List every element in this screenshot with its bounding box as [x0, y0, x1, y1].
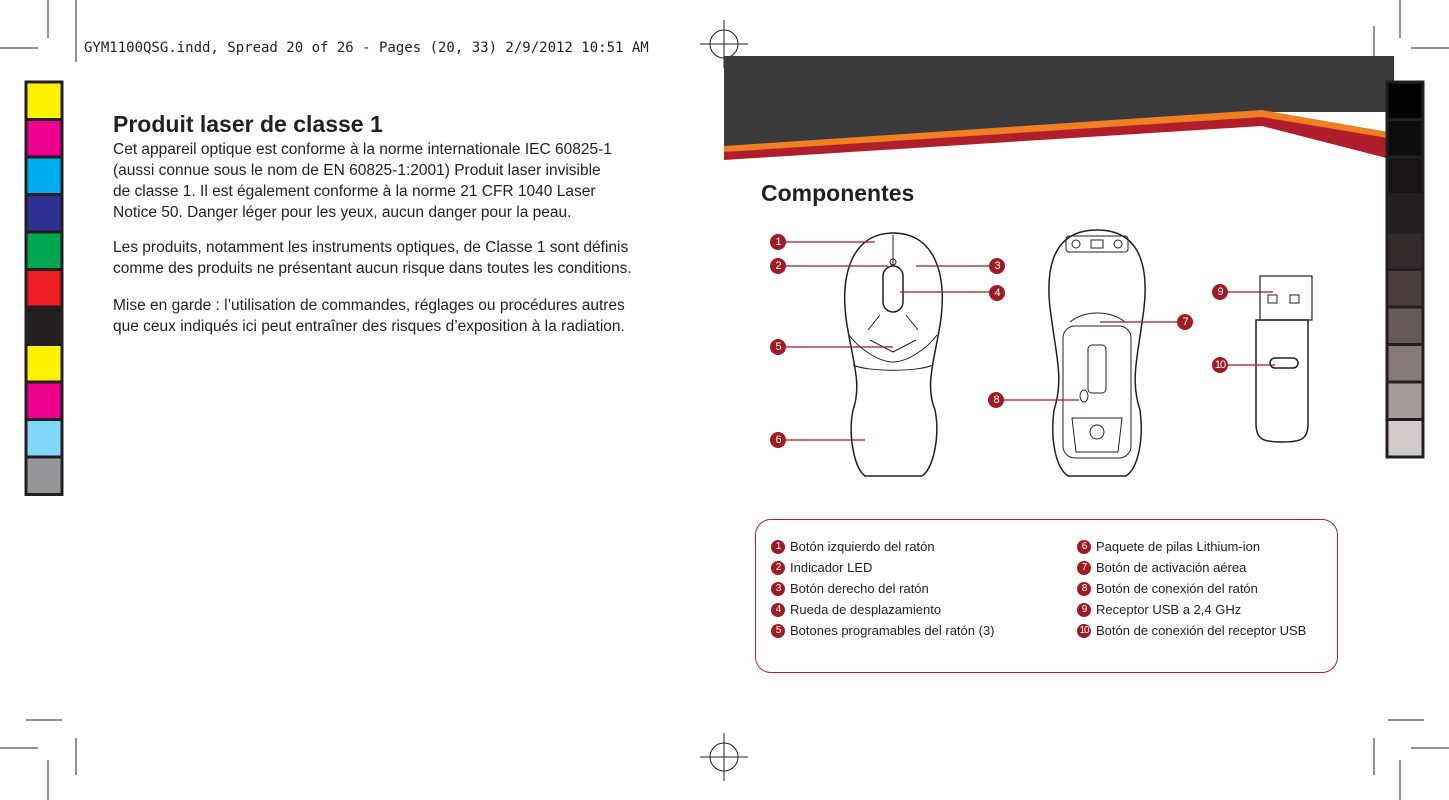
color-swatch — [1387, 195, 1423, 233]
right-page-title: Componentes — [761, 180, 915, 206]
legend-number: 5 — [771, 624, 785, 638]
color-swatch — [26, 307, 62, 345]
legend-item — [771, 536, 995, 557]
color-swatch — [26, 457, 62, 495]
legend-number: 10 — [1077, 624, 1091, 638]
legend-number: 9 — [1077, 603, 1091, 617]
color-swatch — [1387, 420, 1423, 458]
callout-9: 9 — [1212, 284, 1228, 300]
color-swatch — [1387, 120, 1423, 158]
color-swatch — [1387, 382, 1423, 420]
color-swatch — [26, 195, 62, 233]
callout-leaders — [786, 242, 1275, 440]
callout-6: 6 — [770, 432, 786, 448]
color-swatch — [26, 120, 62, 158]
legend-item — [771, 578, 995, 599]
color-swatch — [1387, 82, 1423, 120]
paragraph-line: que ceux indiqués ici peut entraîner des risques d’exposition à la radiation. — [113, 318, 625, 335]
callout-7: 7 — [1177, 314, 1193, 330]
legend-item — [1077, 536, 1306, 557]
legend-column-left — [771, 536, 995, 641]
legend-label: Indicador LED — [790, 560, 873, 575]
legend-label: Receptor USB a 2,4 GHz — [1096, 602, 1242, 617]
paragraph-3 — [113, 295, 683, 337]
callout-4: 4 — [989, 285, 1005, 301]
paragraph-line: Mise en garde : l’utilisation de commandes, réglages ou procédures autres — [113, 297, 625, 314]
color-swatch — [1387, 307, 1423, 345]
legend-item — [771, 599, 995, 620]
callout-8: 8 — [988, 392, 1004, 408]
color-swatch — [26, 157, 62, 195]
left-page-title: Produit laser de classe 1 — [113, 111, 383, 137]
color-swatch — [26, 382, 62, 420]
legend-item — [1077, 557, 1306, 578]
color-swatch — [26, 345, 62, 383]
color-swatch — [1387, 270, 1423, 308]
paragraph-line: (aussi connue sous le nom de EN 60825-1:2001) Produit laser invisible — [113, 162, 601, 179]
legend-item — [1077, 599, 1306, 620]
color-bar-left — [26, 82, 62, 495]
color-swatch — [26, 270, 62, 308]
color-swatch — [1387, 232, 1423, 270]
legend-item — [771, 557, 995, 578]
callout-3: 3 — [989, 258, 1005, 274]
legend-label: Botón de conexión del receptor USB — [1096, 623, 1307, 638]
color-swatch — [1387, 345, 1423, 383]
paragraph-line: comme des produits ne présentant aucun risque dans toutes les conditions. — [113, 260, 632, 277]
callout-10: 10 — [1212, 357, 1228, 373]
legend-number: 3 — [771, 582, 785, 596]
legend-number: 6 — [1077, 540, 1091, 554]
paragraph-line: Cet appareil optique est conforme à la norme internationale IEC 60825-1 — [113, 141, 612, 158]
usb-receiver-illustration — [1256, 276, 1312, 442]
color-swatch — [26, 420, 62, 458]
paragraph-line: Les produits, notamment les instruments optiques, de Classe 1 sont définis — [113, 239, 629, 256]
paragraph-1 — [113, 139, 683, 223]
paragraph-line: de classe 1. Il est également conforme à la norme 21 CFR 1040 Laser — [113, 183, 596, 200]
color-swatch — [26, 82, 62, 120]
legend-label: Botón izquierdo del ratón — [790, 539, 935, 554]
mouse-bottom-illustration — [1049, 230, 1145, 476]
callout-2: 2 — [770, 258, 786, 274]
legend-label: Paquete de pilas Lithium-ion — [1096, 539, 1261, 554]
legend-number: 2 — [771, 561, 785, 575]
legend-item — [1077, 620, 1306, 641]
color-bar-right — [1387, 82, 1423, 457]
legend-item — [771, 620, 995, 641]
slug-line: GYM1100QSG.indd, Spread 20 of 26 - Pages (20, 33) 2/9/2012 10:51 AM — [84, 40, 649, 56]
legend-label: Botón de activación aérea — [1096, 560, 1247, 575]
paragraph-line: Notice 50. Danger léger pour les yeux, aucun danger pour la peau. — [113, 204, 572, 221]
legend-label: Botón derecho del ratón — [790, 581, 929, 596]
legend-column-right — [1077, 536, 1306, 641]
legend-number: 1 — [771, 540, 785, 554]
callout-1: 1 — [770, 234, 786, 250]
header-banner — [724, 56, 1394, 160]
legend-number: 7 — [1077, 561, 1091, 575]
color-swatch — [1387, 157, 1423, 195]
paragraph-2 — [113, 237, 683, 279]
legend-number: 4 — [771, 603, 785, 617]
legend-label: Botón de conexión del ratón — [1096, 581, 1258, 596]
legend-label: Botones programables del ratón (3) — [790, 623, 995, 638]
legend-label: Rueda de desplazamiento — [790, 602, 942, 617]
callout-5: 5 — [770, 339, 786, 355]
legend-item — [1077, 578, 1306, 599]
color-swatch — [26, 232, 62, 270]
legend-number: 8 — [1077, 582, 1091, 596]
